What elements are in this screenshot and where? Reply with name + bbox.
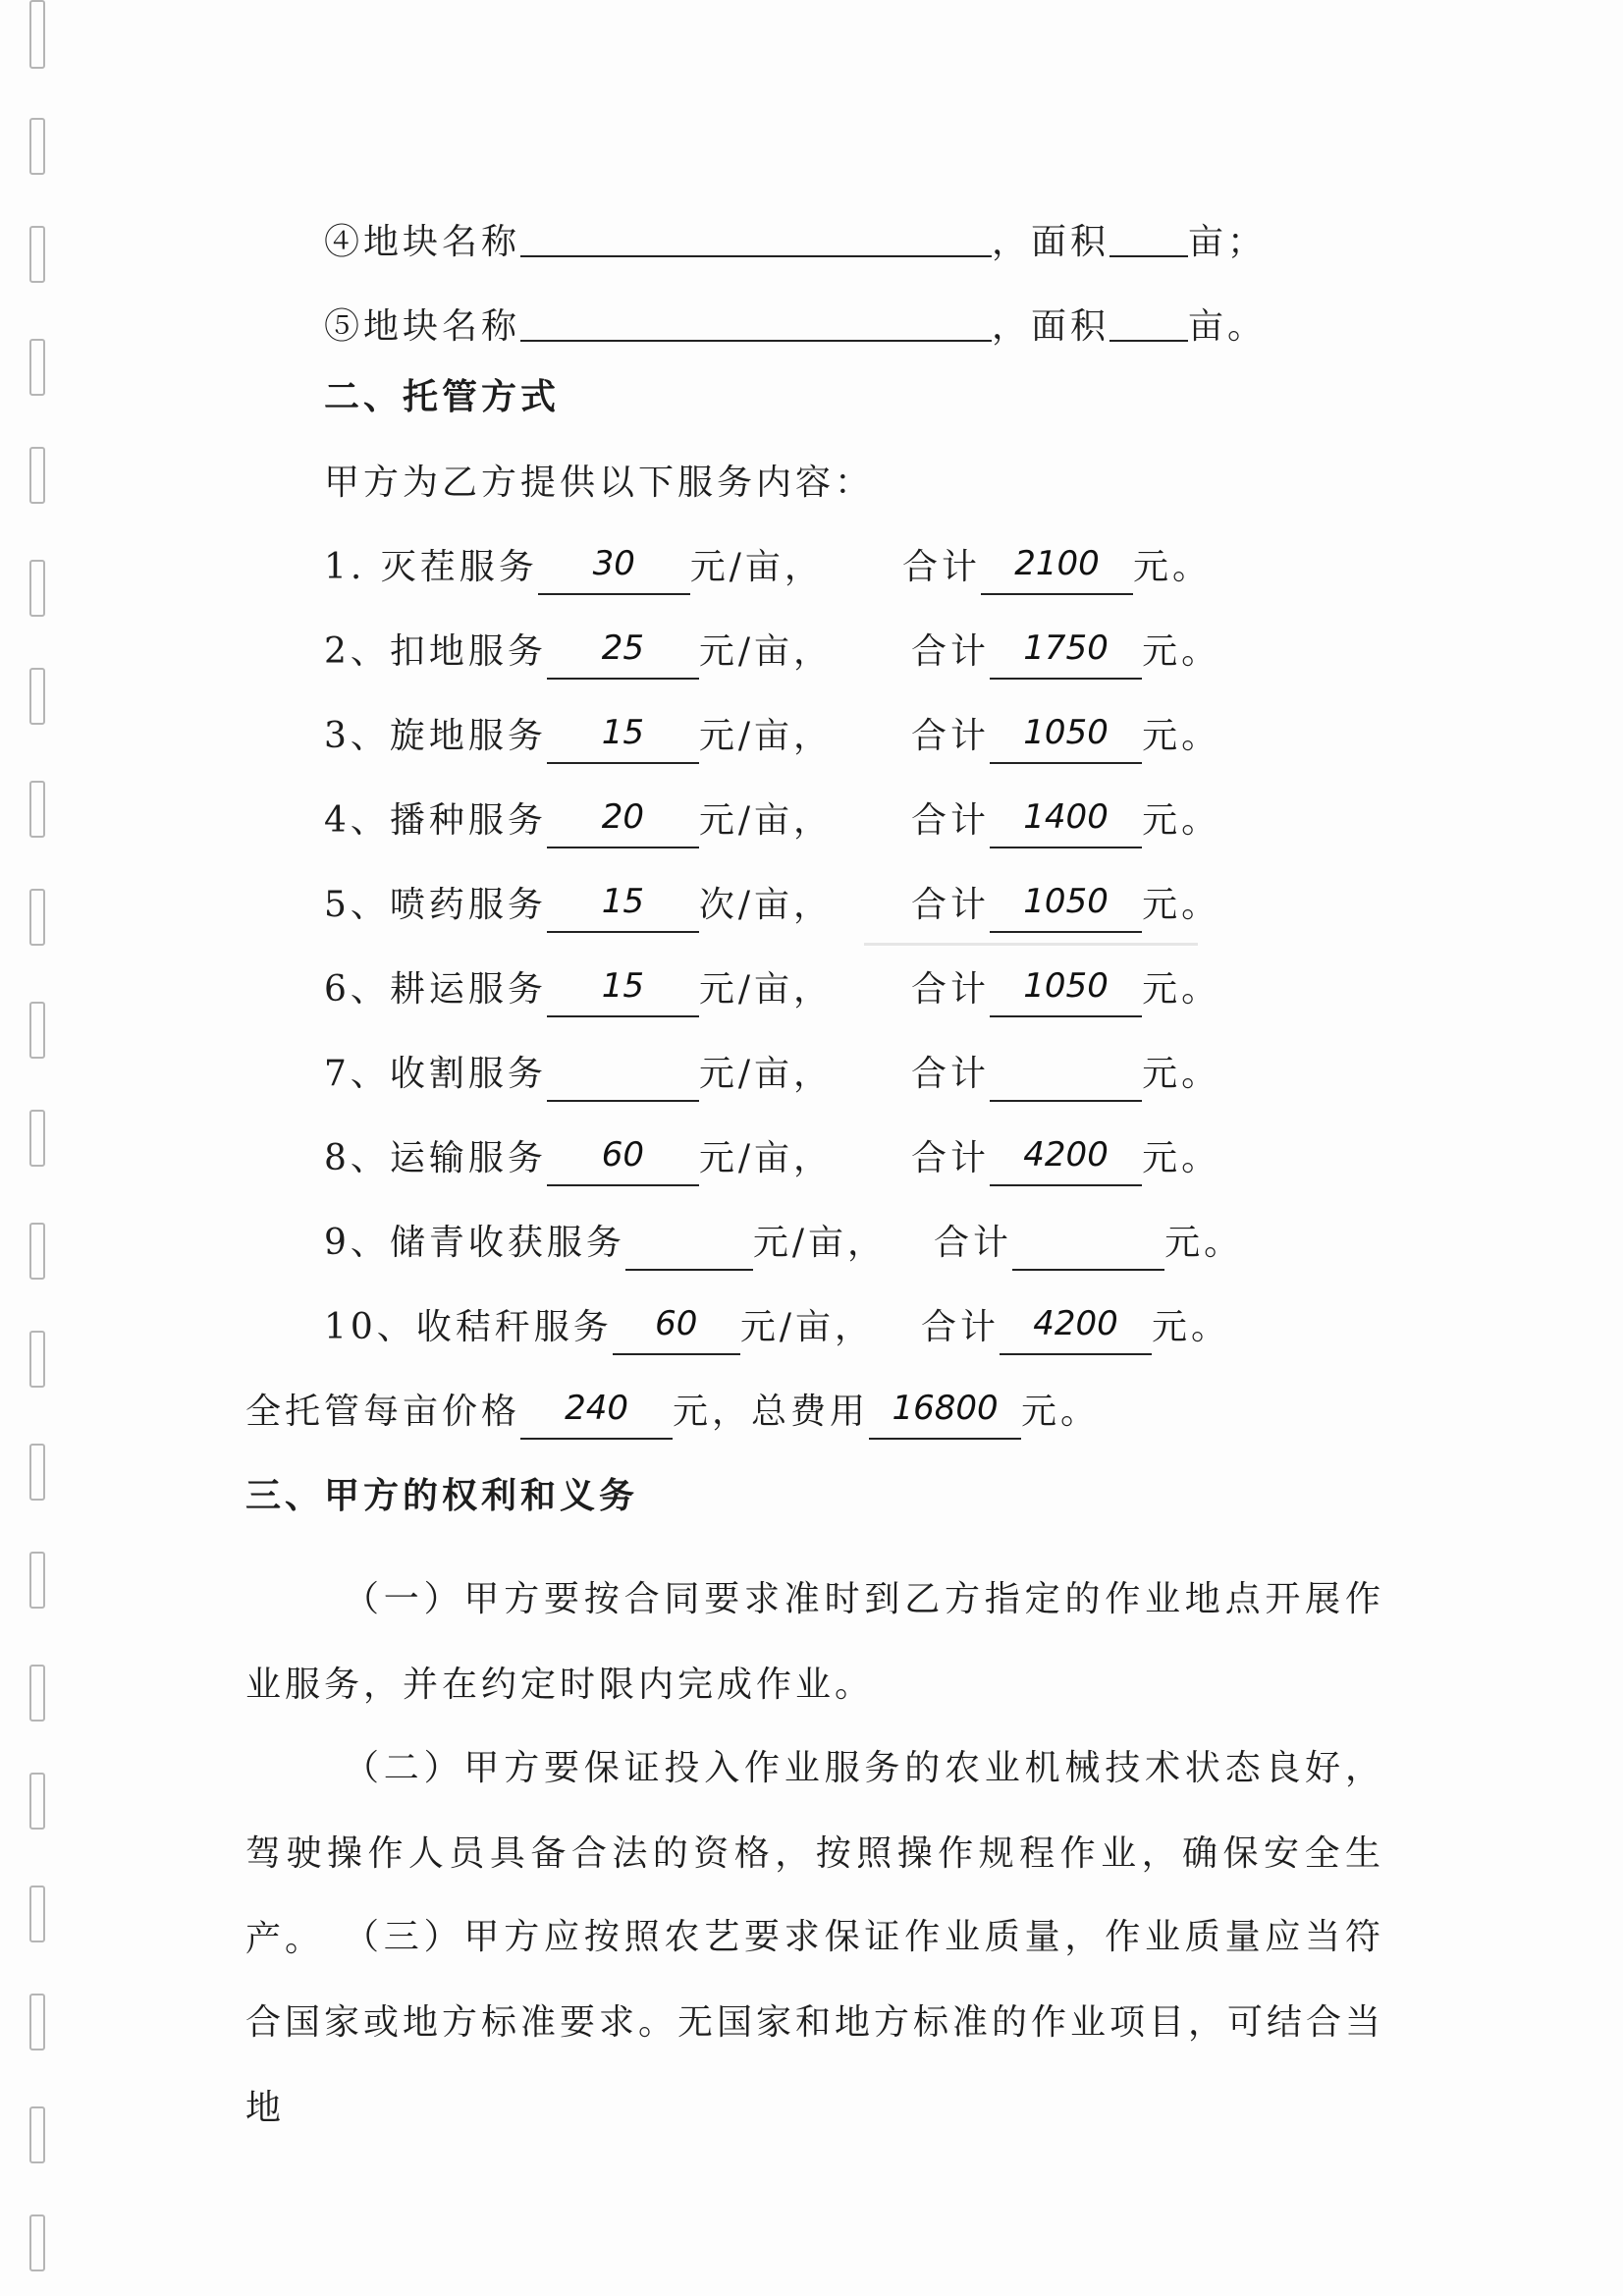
service-total: 2100 — [1014, 544, 1100, 583]
binding-hole — [29, 447, 45, 504]
binding-hole — [29, 668, 45, 725]
service-unit: 元/亩， — [698, 716, 834, 756]
service-label: 10、收秸秆服务 — [324, 1307, 613, 1347]
service-total-blank[interactable] — [981, 544, 1133, 595]
binding-hole — [29, 1886, 45, 1942]
total-unit: 元。 — [1142, 969, 1221, 1010]
service-total-blank[interactable] — [990, 1057, 1142, 1102]
service-price-blank[interactable] — [547, 882, 699, 933]
binding-hole — [29, 889, 45, 946]
service-price-blank[interactable] — [547, 713, 699, 764]
binding-hole — [29, 1002, 45, 1059]
service-row — [324, 1306, 1230, 1351]
service-label: 2、扣地服务 — [324, 631, 547, 672]
section-2-heading: 二、托管方式 — [324, 377, 561, 417]
service-row — [324, 1053, 1220, 1098]
total-label: 合计 — [901, 547, 981, 587]
service-price-blank[interactable] — [547, 966, 699, 1017]
service-price: 15 — [601, 882, 645, 921]
total-unit: 元。 — [1164, 1223, 1244, 1263]
service-label: 6、耕运服务 — [324, 969, 547, 1010]
price-per-mu: 240 — [565, 1389, 628, 1428]
service-price-blank[interactable] — [613, 1304, 740, 1355]
total-label: 合计 — [934, 1223, 1013, 1263]
service-total: 1050 — [1023, 713, 1109, 752]
price-per-mu-blank[interactable] — [520, 1389, 673, 1440]
service-price: 15 — [601, 966, 645, 1006]
total-label: 合计 — [911, 969, 991, 1010]
service-total-blank[interactable] — [990, 713, 1142, 764]
service-price-blank[interactable] — [547, 797, 699, 848]
binding-hole — [29, 1331, 45, 1388]
plot-line-5 — [324, 293, 1267, 349]
binding-hole — [29, 339, 45, 396]
service-total: 1400 — [1023, 797, 1109, 837]
service-total-blank[interactable] — [1012, 1226, 1164, 1271]
area-label: ，面积 — [992, 222, 1110, 262]
service-price-blank[interactable] — [547, 1057, 699, 1102]
service-unit: 元/亩， — [739, 1307, 874, 1347]
service-unit: 元/亩， — [689, 547, 824, 587]
section-3-heading: 三、甲方的权利和义务 — [245, 1476, 639, 1516]
binding-hole — [29, 781, 45, 838]
total-fee-label: 元，总费用 — [673, 1392, 870, 1432]
service-row — [324, 884, 1220, 929]
service-row — [324, 1137, 1220, 1182]
binding-hole — [29, 1552, 45, 1609]
service-price-blank[interactable] — [547, 629, 699, 680]
obligation-paragraph-1: （一）甲方要按合同要求准时到乙方指定的作业地点开展作业服务，并在约定时限内完成作业。 — [245, 1579, 1384, 1705]
service-price: 60 — [601, 1135, 645, 1175]
service-unit: 元/亩， — [698, 631, 834, 672]
service-price: 25 — [601, 629, 645, 668]
total-label: 合计 — [911, 885, 991, 925]
total-label: 合计 — [911, 1054, 991, 1094]
total-fee-blank[interactable] — [869, 1389, 1021, 1440]
service-label: 3、旋地服务 — [324, 716, 547, 756]
plot-label: ⑤地块名称 — [324, 306, 521, 347]
total-unit: 元。 — [1142, 631, 1221, 672]
total-label: 合计 — [911, 800, 991, 841]
service-total-blank[interactable] — [990, 1135, 1142, 1186]
plot-name-blank[interactable] — [520, 297, 992, 342]
binding-hole — [29, 1994, 45, 2050]
service-total-blank[interactable] — [990, 882, 1142, 933]
price-per-mu-label: 全托管每亩价格 — [245, 1392, 521, 1432]
service-label: 8、运输服务 — [324, 1138, 547, 1178]
total-fee: 16800 — [892, 1389, 999, 1428]
service-unit: 元/亩， — [752, 1223, 888, 1263]
service-total: 1050 — [1023, 966, 1109, 1006]
binding-hole — [29, 1223, 45, 1280]
service-unit: 元/亩， — [698, 1054, 834, 1094]
service-price: 60 — [655, 1304, 698, 1343]
service-label: 9、储青收获服务 — [324, 1223, 625, 1263]
binding-hole — [29, 560, 45, 617]
area-unit: 亩。 — [1188, 306, 1268, 347]
service-row — [324, 630, 1220, 676]
obligation-paragraph-2: （二）甲方要保证投入作业服务的农业机械技术状态良好，驾驶操作人员具备合法的资格，按照操作规程作业，确保安全生产。 — [245, 1748, 1384, 1959]
binding-hole — [29, 226, 45, 283]
binding-hole — [29, 1110, 45, 1167]
service-label: 7、收割服务 — [324, 1054, 547, 1094]
total-fee-unit: 元。 — [1021, 1392, 1101, 1432]
service-label: 4、播种服务 — [324, 800, 547, 841]
total-label: 合计 — [911, 1138, 991, 1178]
service-total: 4200 — [1023, 1135, 1109, 1175]
service-unit: 元/亩， — [698, 800, 834, 841]
total-unit: 元。 — [1142, 800, 1221, 841]
plot-line-4 — [324, 208, 1267, 264]
service-total: 1050 — [1023, 882, 1109, 921]
binding-hole — [29, 1444, 45, 1501]
service-total-blank[interactable] — [990, 966, 1142, 1017]
service-total-blank[interactable] — [990, 629, 1142, 680]
total-label: 合计 — [911, 716, 991, 756]
total-unit: 元。 — [1142, 1054, 1221, 1094]
area-blank[interactable] — [1109, 212, 1188, 257]
service-label: 1. 灭茬服务 — [324, 547, 538, 587]
area-label: ，面积 — [992, 306, 1110, 347]
binding-hole — [29, 0, 45, 69]
total-unit: 元。 — [1142, 885, 1221, 925]
service-total-blank[interactable] — [990, 797, 1142, 848]
service-total: 1750 — [1023, 629, 1109, 668]
service-row — [324, 968, 1220, 1013]
service-unit: 元/亩， — [698, 1138, 834, 1178]
service-price-blank[interactable] — [625, 1226, 753, 1271]
full-custody-summary — [245, 1391, 1100, 1436]
service-unit: 元/亩， — [698, 969, 834, 1010]
service-unit: 次/亩， — [698, 885, 834, 925]
service-price: 20 — [601, 797, 645, 837]
total-unit: 元。 — [1142, 1138, 1221, 1178]
area-unit: 亩； — [1188, 222, 1268, 262]
area-blank[interactable] — [1109, 297, 1188, 342]
service-price-blank[interactable] — [547, 1135, 699, 1186]
plot-name-blank[interactable] — [520, 212, 992, 257]
obligation-paragraph-3: （三）甲方应按照农艺要求保证作业质量，作业质量应当符合国家或地方标准要求。无国家和地方标准的作业项目，可结合当地 — [245, 1917, 1385, 2128]
total-label: 合计 — [920, 1307, 1000, 1347]
service-price-blank[interactable] — [538, 544, 690, 595]
section-2-intro: 甲方为乙方提供以下服务内容： — [324, 463, 875, 503]
service-total: 4200 — [1033, 1304, 1118, 1343]
binding-hole — [29, 1773, 45, 1830]
total-label: 合计 — [911, 631, 991, 672]
service-row — [324, 546, 1212, 591]
binding-hole — [29, 2214, 45, 2271]
service-row — [324, 799, 1220, 845]
binding-hole — [29, 2106, 45, 2163]
service-row — [324, 715, 1220, 760]
service-price: 30 — [592, 544, 635, 583]
service-row — [324, 1222, 1243, 1267]
total-unit: 元。 — [1142, 716, 1221, 756]
binding-hole — [29, 118, 45, 175]
plot-label: ④地块名称 — [324, 222, 521, 262]
total-unit: 元。 — [1132, 547, 1212, 587]
service-total-blank[interactable] — [1000, 1304, 1152, 1355]
total-unit: 元。 — [1151, 1307, 1230, 1347]
service-price: 15 — [601, 713, 645, 752]
binding-hole — [29, 1665, 45, 1722]
service-label: 5、喷药服务 — [324, 885, 547, 925]
